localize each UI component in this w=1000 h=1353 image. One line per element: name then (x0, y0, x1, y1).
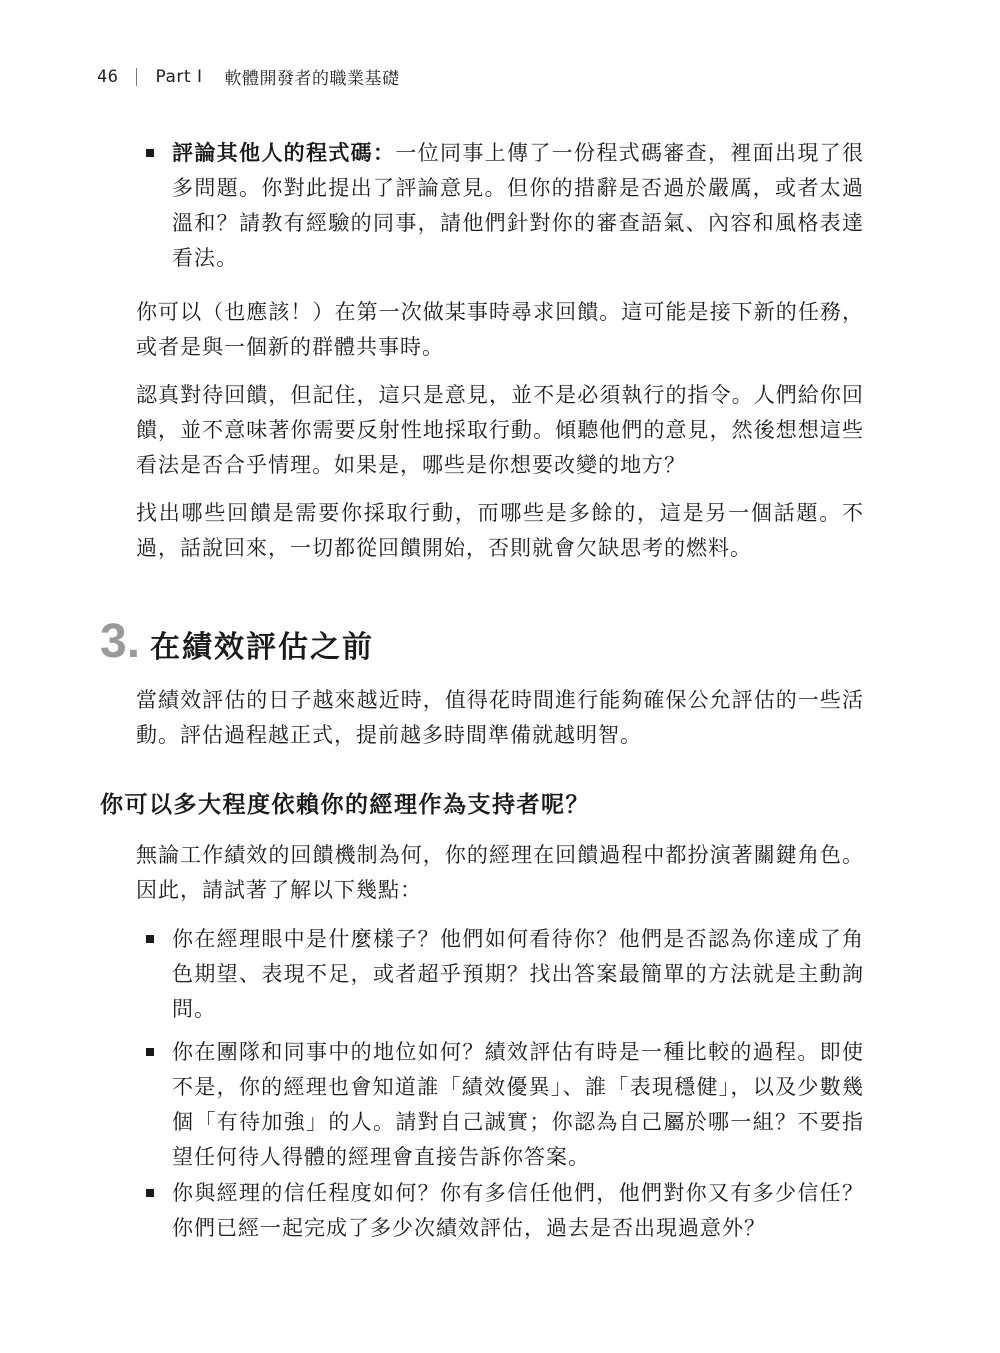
bullet-text: 你在經理眼中是什麼樣子？他們如何看待你？他們是否認為你達成了角色期望、表現不足，或者超乎預期？找出答案最簡單的方法就是主動詢問。 (172, 927, 864, 1021)
book-title: 軟體開發者的職業基礎 (224, 69, 400, 89)
paragraph: 找出哪些回饋是需要你採取行動，而哪些是多餘的，這是另一個話題。不過，話說回來，一切都從回饋開始，否則就會欠缺思考的燃料。 (136, 501, 864, 560)
bullet-marker (146, 1189, 154, 1197)
section-title: 在績效評估之前 (150, 630, 375, 665)
section-number: 3. (100, 615, 141, 668)
subsection-title: 你可以多大程度依賴你的經理作為支持者呢？ (100, 792, 590, 818)
part-label: Part I (155, 66, 203, 87)
section-heading (100, 614, 374, 669)
subsection-intro: 無論工作績效的回饋機制為何，你的經理在回饋過程中都扮演著關鍵角色。因此，請試著了解以下幾點： (136, 843, 864, 902)
bullet-text: 你與經理的信任程度如何？你有多信任他們，他們對你又有多少信任？你們已經一起完成了多少次績效評估，過去是否出現過意外？ (172, 1181, 864, 1240)
bullet-item (172, 922, 864, 1027)
bullet-marker (146, 935, 154, 943)
bullet-item (172, 1176, 864, 1246)
section-intro: 當績效評估的日子越來越近時，值得花時間進行能夠確保公允評估的一些活動。評估過程越正式，提前越多時間準備就越明智。 (136, 688, 864, 747)
header-divider (136, 68, 137, 86)
paragraph: 你可以（也應該！）在第一次做某事時尋求回饋。這可能是接下新的任務，或者是與一個新的群體共事時。 (136, 300, 864, 359)
bullet-marker (146, 149, 154, 157)
bullet-review-code (172, 136, 864, 276)
bullet-lead: 評論其他人的程式碼： (172, 141, 396, 165)
running-header (97, 64, 399, 89)
bullet-text: 一位同事上傳了一份程式碼審查，裡面出現了很多問題。你對此提出了評論意見。但你的措辭是否過於嚴厲，或者太過溫和？請教有經驗的同事，請他們針對你的審查語氣、內容和風格表達看法。 (172, 141, 865, 270)
bullet-text: 你在團隊和同事中的地位如何？績效評估有時是一種比較的過程。即使不是，你的經理也會知道誰「績效優異」、誰「表現穩健」，以及少數幾個「有待加強」的人。請對自己誠實；你認為自己屬於哪一組？不要指望任何待人得體的經理會直接告訴你答案。 (172, 1040, 864, 1169)
bullet-marker (146, 1048, 154, 1056)
paragraph: 認真對待回饋，但記住，這只是意見，並不是必須執行的指令。人們給你回饋，並不意味著你需要反射性地採取行動。傾聽他們的意見，然後想想這些看法是否合乎情理。如果是，哪些是你想要改變的地方？ (136, 383, 864, 477)
page-number: 46 (97, 66, 119, 87)
bullet-item (172, 1035, 864, 1175)
